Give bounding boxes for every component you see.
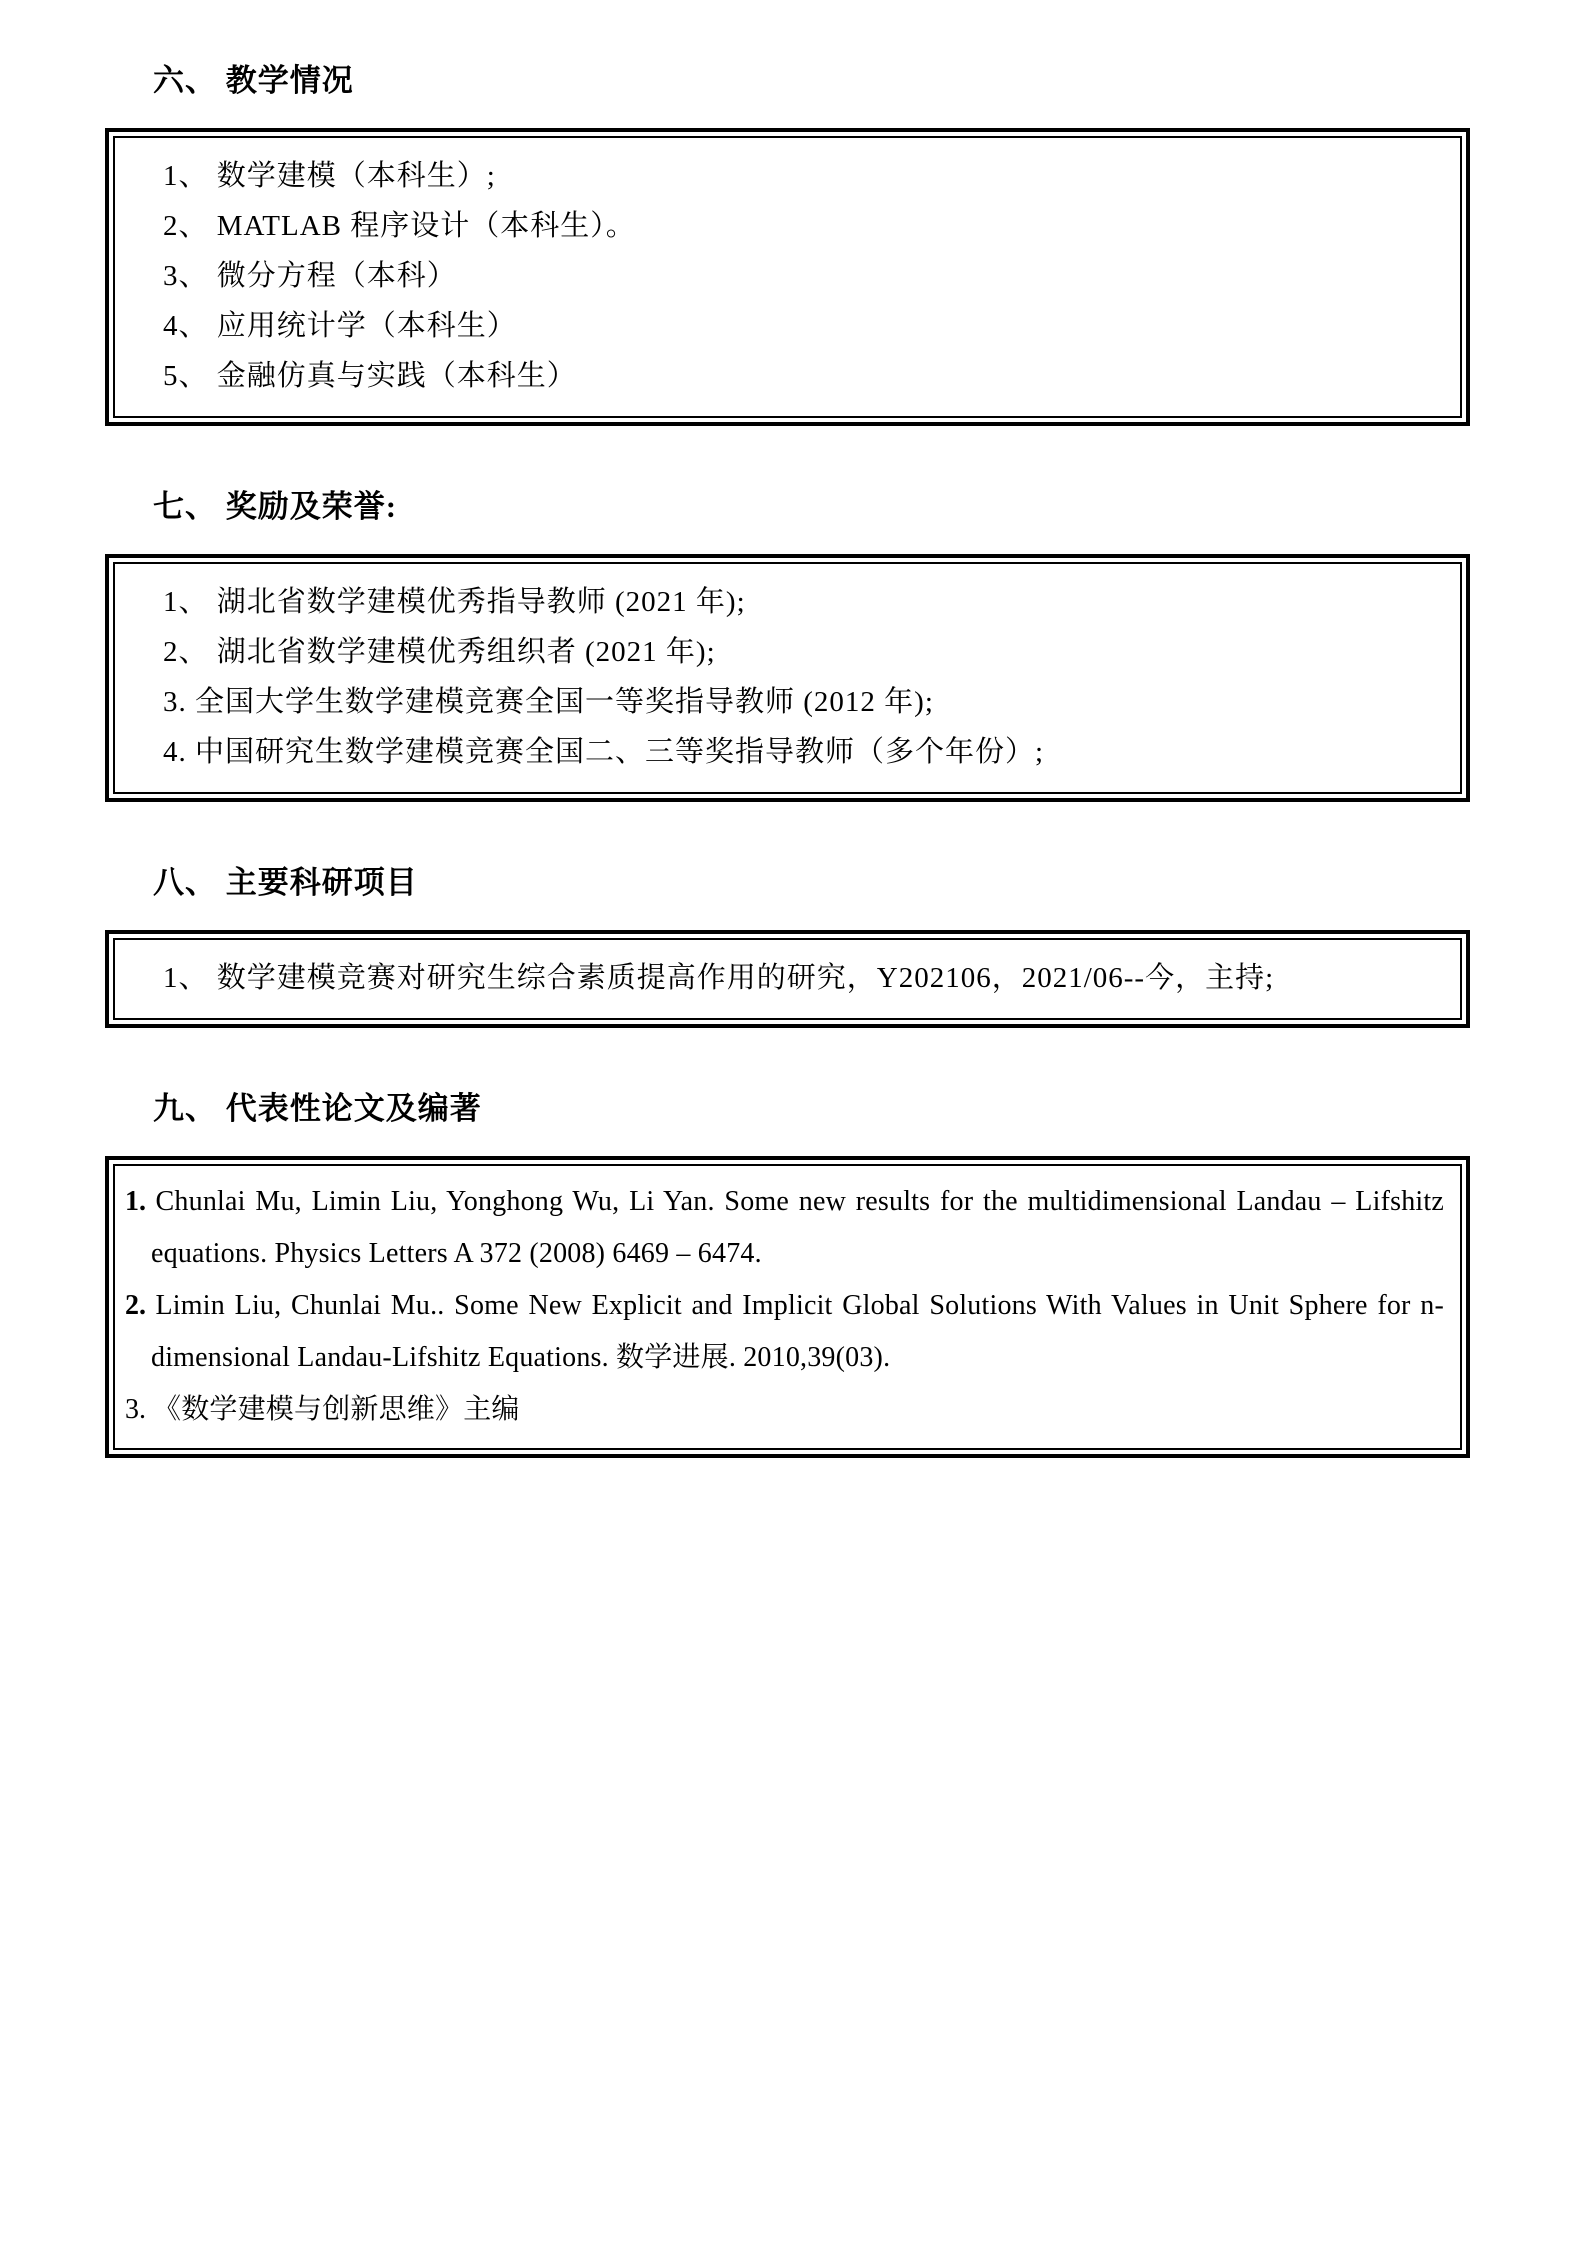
projects-box	[105, 930, 1470, 1028]
publication-item	[125, 1176, 1444, 1280]
section-teaching	[105, 60, 1470, 426]
publication-number: 3.	[125, 1394, 146, 1425]
teaching-box-inner	[113, 136, 1462, 418]
publications-box-inner	[113, 1164, 1462, 1450]
teaching-item: 1、 数学建模（本科生）;	[163, 160, 496, 192]
publication-item	[125, 1384, 1444, 1436]
award-item: 4. 中国研究生数学建模竞赛全国二、三等奖指导教师（多个年份）;	[163, 736, 1045, 768]
teaching-box	[105, 128, 1470, 426]
publication-number: 1.	[125, 1186, 146, 1217]
section-awards	[105, 486, 1470, 802]
publication-number: 2.	[125, 1290, 146, 1321]
awards-box-inner	[113, 562, 1462, 794]
projects-box-inner	[113, 938, 1462, 1020]
section-publications-heading: 九、 代表性论文及编著	[153, 1091, 482, 1126]
publication-text: Limin Liu, Chunlai Mu.. Some New Explicit and Implicit Global Solutions With Values in Unit Sphere for n-dimensional Landau-Lifshitz Equations. 数学进展. 2010,39(03).	[151, 1290, 1444, 1373]
award-item: 1、 湖北省数学建模优秀指导教师 (2021 年);	[163, 586, 746, 618]
publication-text: Chunlai Mu, Limin Liu, Yonghong Wu, Li Yan. Some new results for the multidimensional Landau – Lifshitz equations. Physics Letters A 372 (2008) 6469 – 6474.	[151, 1186, 1444, 1269]
publications-box	[105, 1156, 1470, 1458]
section-projects-heading: 八、 主要科研项目	[153, 865, 418, 900]
teaching-item: 2、 MATLAB 程序设计（本科生）。	[163, 210, 636, 242]
section-teaching-heading: 六、 教学情况	[153, 63, 354, 98]
teaching-item: 5、 金融仿真与实践（本科生）	[163, 360, 577, 392]
publication-item	[125, 1280, 1444, 1384]
publication-text: 《数学建模与创新思维》主编	[153, 1394, 520, 1425]
teaching-item: 4、 应用统计学（本科生）	[163, 310, 517, 342]
project-item: 1、 数学建模竞赛对研究生综合素质提高作用的研究，Y202106，2021/06--今，主持;	[163, 962, 1275, 994]
section-publications	[105, 1088, 1470, 1458]
teaching-item: 3、 微分方程（本科）	[163, 260, 457, 292]
section-awards-heading: 七、 奖励及荣誉:	[153, 489, 398, 524]
award-item: 3. 全国大学生数学建模竞赛全国一等奖指导教师 (2012 年);	[163, 686, 934, 718]
award-item: 2、 湖北省数学建模优秀组织者 (2021 年);	[163, 636, 716, 668]
awards-box	[105, 554, 1470, 802]
section-projects	[105, 862, 1470, 1028]
